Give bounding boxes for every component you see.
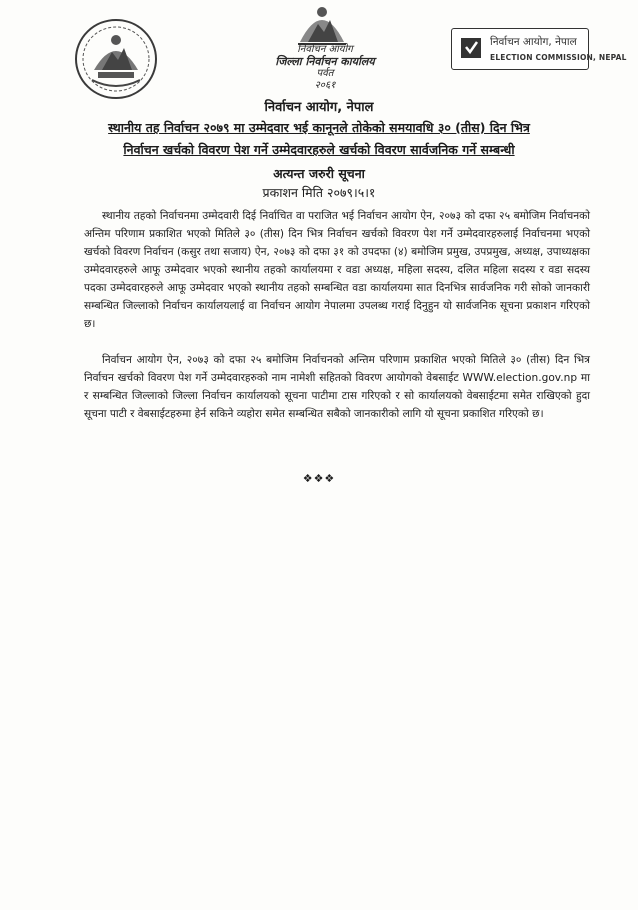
office-line-district: पर्वत [316,68,334,79]
publish-date: प्रकाशन मिति २०७९।५।१ [262,185,376,200]
subject-line-1: स्थानीय तह निर्वाचन २०७९ मा उम्मेदवार भई कानूनले तोकेको समयावधि ३० (तीस) दिन भित्र [108,120,530,135]
office-line-commission: निर्वाचन आयोग [297,44,353,55]
district-office-emblem-icon [294,2,350,48]
election-commission-badge [451,28,627,70]
commission-title: निर्वाचन आयोग, नेपाल [264,100,374,115]
notice-paragraph-2: निर्वाचन आयोग ऐन, २०७३ को दफा २५ बमोजिम निर्वाचनको अन्तिम परिणाम प्रकाशित भएको मितिले ३० (तीस) दिन भित्र निर्वाचन खर्चको विवरण पेश गर्ने उम्मेदवारहरुको नाम नामेशी सहितको विवरण आयोगको वेबसाईट WWW.election.gov.np मा र सम्बन्धित जिल्लाको जिल्ला निर्वाचन कार्यालयको सूचना पाटीमा टास गरिएको र सो कार्यालयको वेबसाईटमा समेत राखिएको हुदा सूचना पाटी र वेबसाईटहरुमा हेर्न सकिने व्यहोरा समेत सम्बन्धित सबैको जानकारीको लागि यो सूचना प्रकाशित गरिएको छ। [84,354,590,420]
ec-badge-name-np: निर्वाचन आयोग, नेपाल [490,36,577,48]
urgent-notice-heading: अत्यन्त जरुरी सूचना [273,166,365,181]
district-office-header [270,44,380,92]
nepal-emblem-icon [74,18,158,100]
notice-paragraph-1: स्थानीय तहको निर्वाचनमा उम्मेदवारी दिई निर्वाचित वा पराजित भई निर्वाचन आयोग ऐन, २०७३ को दफा २५ बमोजिम निर्वाचनको अन्तिम परिणाम प्रकाशित भएको मितिले ३० (तीस) दिन भित्र निर्वाचन खर्चको विवरण पेश गर्ने उम्मेदवारहरुलाई निर्वाचनमा भएको खर्चको विवरण निर्वाचन (कसुर तथा सजाय) ऐन, २०७३ को दफा ३१ को उपदफा (४) बमोजिम प्रमुख, उपप्रमुख, अध्यक्ष, उपाध्यक्षका उम्मेदवारहरुले आफू उम्मेदवार भएको स्थानीय तहको कार्यालयमा र वडा अध्यक्ष, महिला सदस्य, दलित महिला सदस्य र वडा सदस्य पदका उम्मेदवारहरुले आफू उम्मेदवार भएको स्थानीय तहको सम्बन्धित वडा कार्यालयमा सात दिनभित्र सार्वजनिक गरी सोको जानकारी सम्बन्धित जिल्लाको निर्वाचन कार्यालयलाई वा निर्वाचन आयोग नेपालमा उपलब्ध गराई दिनुहुन यो सार्वजनिक सूचना प्रकाशन गरिएको छ। [84,210,590,330]
subject-line-2: निर्वाचन खर्चको विवरण पेश गर्ने उम्मेदवारहरुले खर्चको विवरण सार्वजनिक गर्ने सम्बन्धी [123,142,515,157]
office-line-district-office: जिल्ला निर्वाचन कार्यालय [275,55,375,68]
office-line-year: २०६१ [314,80,336,91]
ec-badge-name-en: ELECTION COMMISSION, NEPAL [490,53,627,62]
end-of-notice-mark: ❖❖❖ [302,472,336,485]
ballot-box-icon [460,37,482,59]
